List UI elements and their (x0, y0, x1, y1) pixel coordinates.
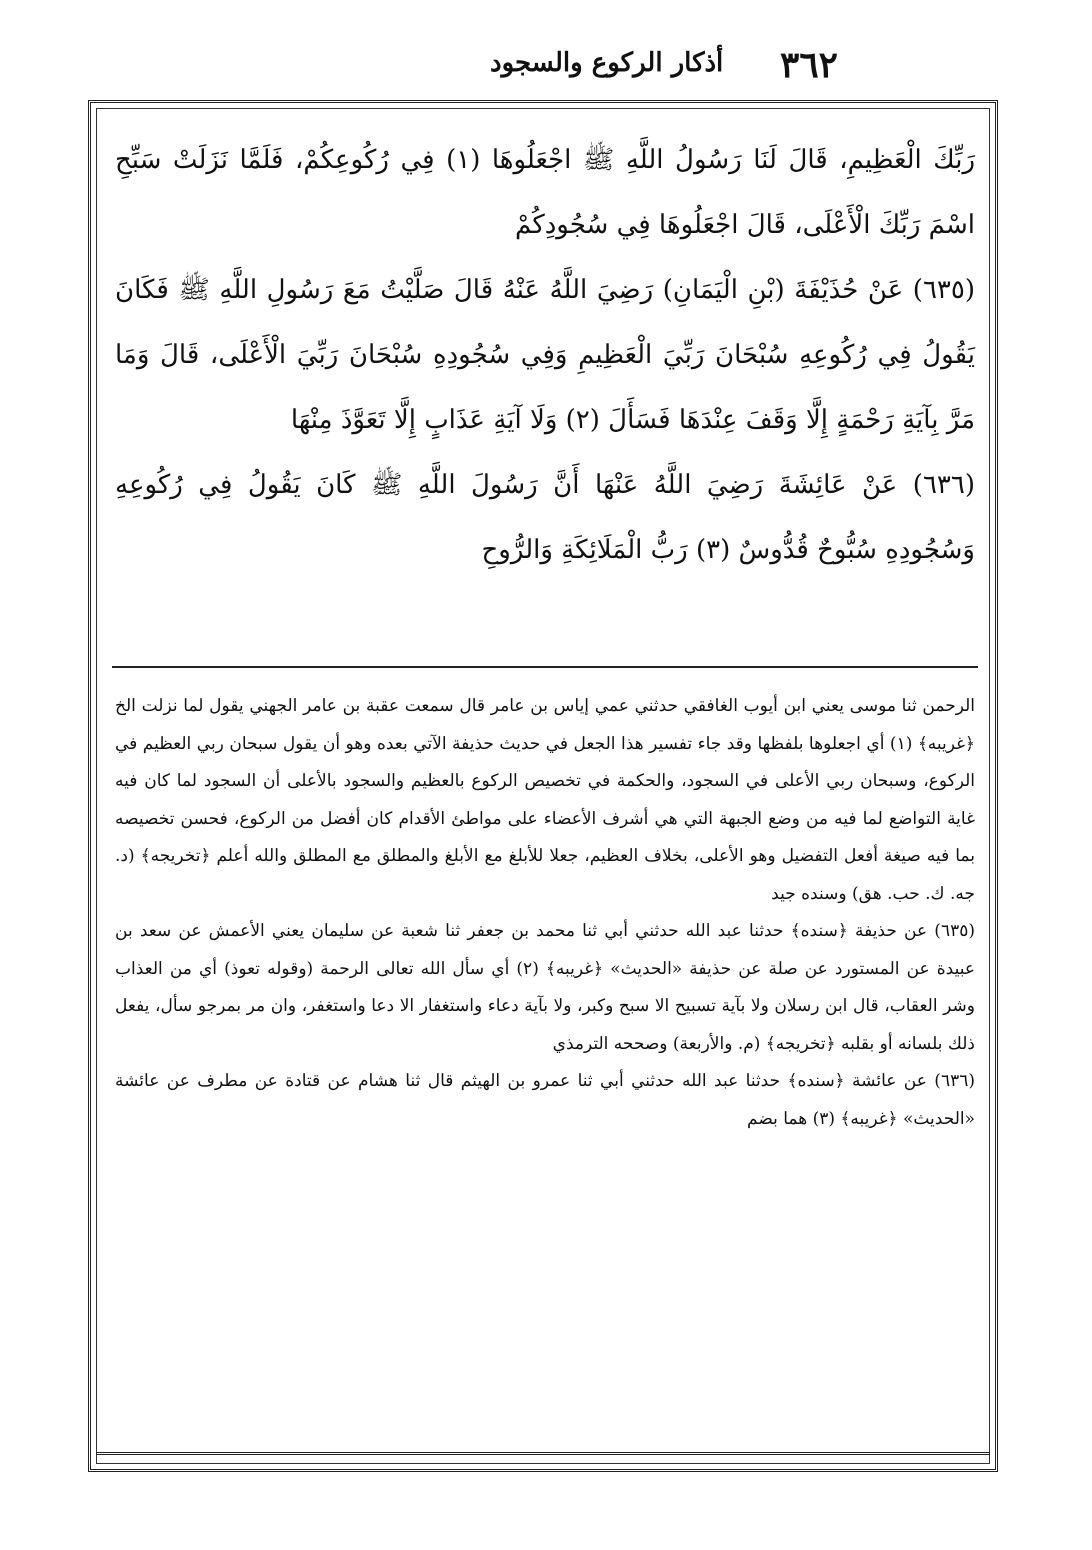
hadith-text (115, 128, 975, 583)
bottom-rule (96, 1452, 990, 1455)
running-title: أذكار الركوع والسجود (490, 48, 724, 78)
hadith-paragraph: (٦٣٦) عَنْ عَائِشَةَ رَضِيَ اللَّهُ عَنْهَا أَنَّ رَسُولَ اللَّهِ ﷺ كَانَ يَقُولُ فِي رُكُوعِهِ وَسُجُودِهِ سُبُّوحٌ قُدُّوسٌ (٣) رَبُّ الْمَلَائِكَةِ وَالرُّوحِ (115, 470, 975, 565)
page-header (110, 40, 980, 90)
commentary-paragraph: (٦٣٦) عن عائشة ﴿سنده﴾ حدثنا عبد الله حدثني أبي ثنا عمرو بن الهيثم قال ثنا هشام عن قتادة عن مطرف عن عائشة «الحديث» ﴿غريبه﴾ (٣) هما بضم (115, 1071, 975, 1129)
commentary-paragraph: الرحمن ثنا موسى يعني ابن أيوب الغافقي حدثني عمي إياس بن عامر قال سمعت عقبة بن عامر الجهني يقول لما نزلت الخ ﴿غريبه﴾ (١) أي اجعلوها بلفظها وقد جاء تفسير هذا الجعل في حديث حذيفة الآتي بعده وهو أن يقول سبحان ربي العظيم في الركوع، وسبحان ربي الأعلى في السجود، والحكمة في تخصيص الركوع بالعظيم والسجود بالأعلى أن السجود لما كان فيه غاية التواضع لما فيه من وضع الجبهة التي هي أشرف الأعضاء على مواطئ الأقدام كان أفضل من الركوع، فحسن تخصيصه بما فيه صيغة أفعل التفضيل وهو الأعلى، بخلاف العظيم، جعلا للأبلغ مع الأبلغ والمطلق مع المطلق والله أعلم ﴿تخريجه﴾ (د. جه. ك. حب. هق) وسنده جيد (115, 696, 975, 904)
commentary-paragraph: (٦٣٥) عن حذيفة ﴿سنده﴾ حدثنا عبد الله حدثني أبي ثنا محمد بن جعفر ثنا شعبة عن سليمان يعني الأعمش عن سعد بن عبيدة عن المستورد عن صلة عن حذيفة «الحديث» ﴿غريبه﴾ (٢) أي سأل الله تعالى الرحمة (وقوله تعوذ) أي من العذاب وشر العقاب، قال ابن رسلان ولا بآية تسبيح الا سبح وكبر، ولا بآية دعاء واستغفار الا دعا واستغفر، وان مر بمرجو سأل، يفعل ذلك بلسانه أو بقلبه ﴿تخريجه﴾ (م. والأربعة) وصححه الترمذي (115, 921, 976, 1054)
commentary-text (115, 688, 975, 1138)
hadith-paragraph: رَبِّكَ الْعَظِيمِ، قَالَ لَنَا رَسُولُ اللَّهِ ﷺ اجْعَلُوهَا (١) فِي رُكُوعِكُمْ، فَلَمَّا نَزَلَتْ سَبِّحِ اسْمَ رَبِّكَ الْأَعْلَى، قَالَ اجْعَلُوهَا فِي سُجُودِكُمْ (115, 145, 975, 240)
section-divider (112, 666, 978, 668)
hadith-paragraph: (٦٣٥) عَنْ حُذَيْفَةَ (بْنِ الْيَمَانِ) رَضِيَ اللَّهُ عَنْهُ قَالَ صَلَّيْتُ مَعَ رَسُولِ اللَّهِ ﷺ فَكَانَ يَقُولُ فِي رُكُوعِهِ سُبْحَانَ رَبِّيَ الْعَظِيمِ وَفِي سُجُودِهِ سُبْحَانَ رَبِّيَ الْأَعْلَى، قَالَ وَمَا مَرَّ بِآيَةِ رَحْمَةٍ إِلَّا وَقَفَ عِنْدَهَا فَسَأَلَ (٢) وَلَا آيَةِ عَذَابٍ إِلَّا تَعَوَّذَ مِنْهَا (115, 275, 975, 435)
page-number: ٣٦٢ (780, 44, 839, 86)
